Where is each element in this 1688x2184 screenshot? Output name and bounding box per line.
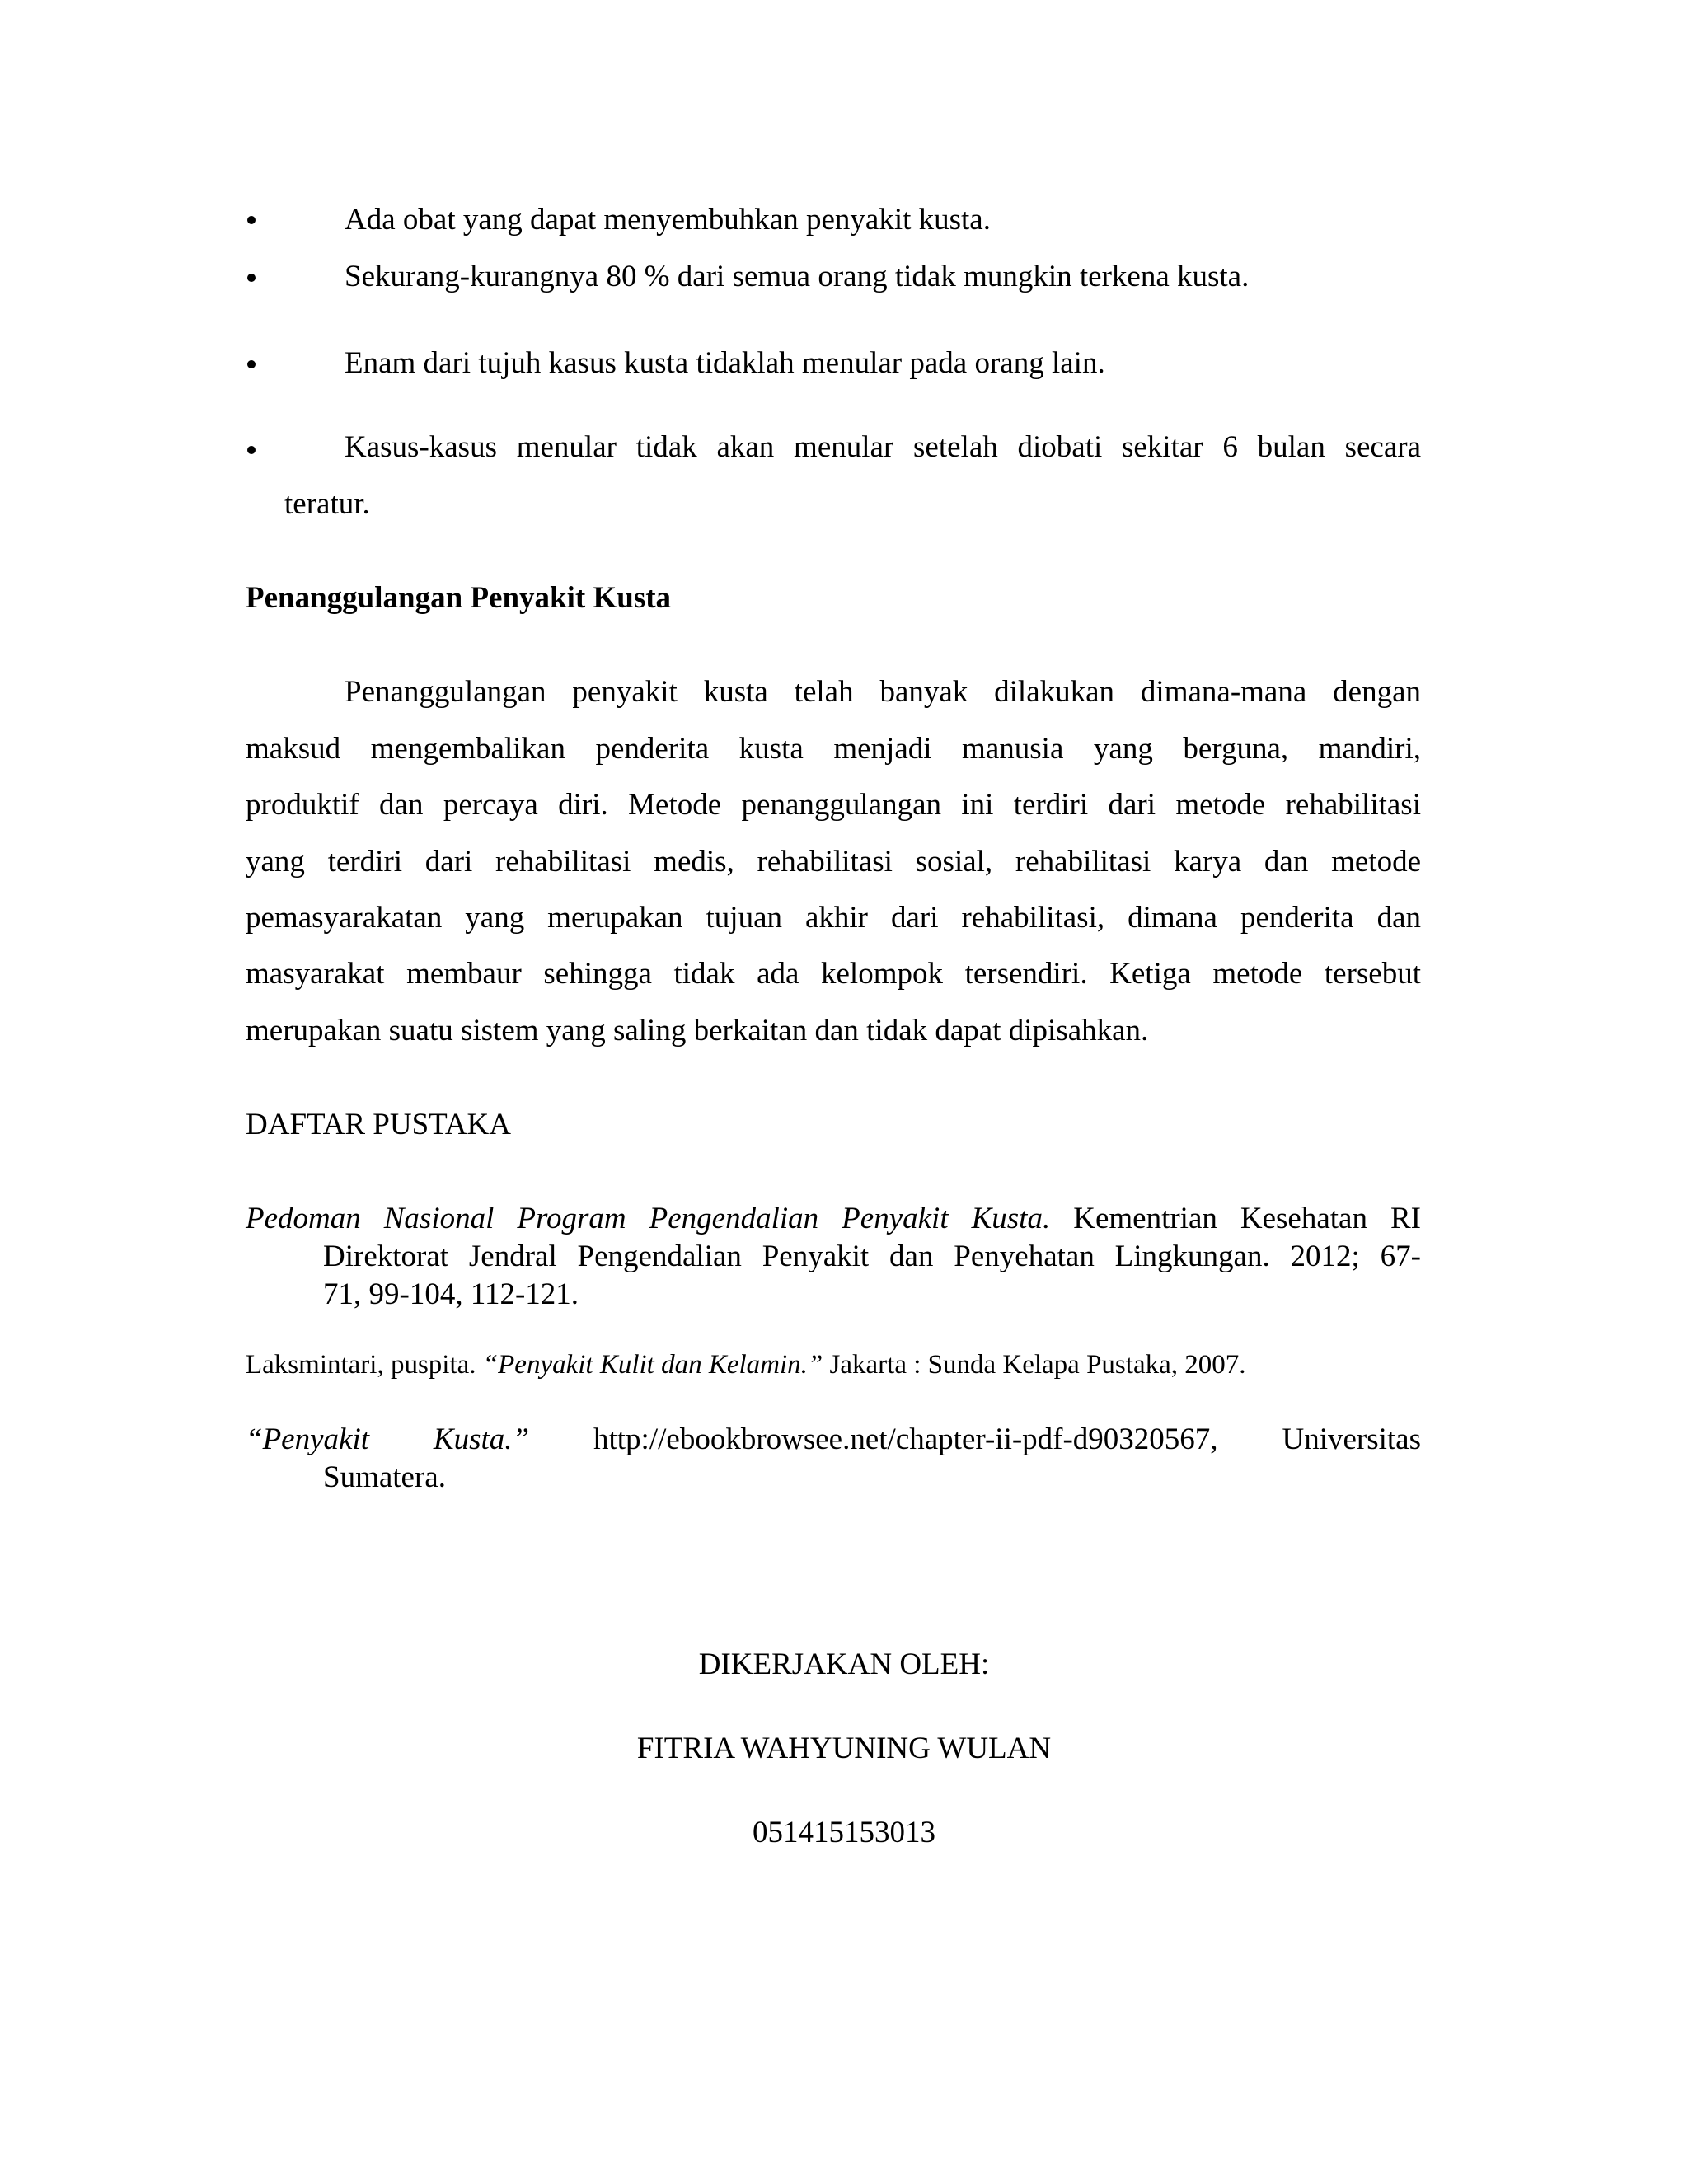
author-name: FITRIA WAHYUNING WULAN xyxy=(636,1732,1052,1765)
reference-author: Laksmintari, puspita. xyxy=(246,1350,483,1380)
paragraph-line: produktif dan percaya diri. Metode penanggulangan ini terdiri dari metode rehabilitasi xyxy=(246,788,1421,822)
bullet-text: Ada obat yang dapat menyembuhkan penyakit kusta. xyxy=(345,203,991,237)
author-id-number: 051415153013 xyxy=(753,1816,935,1849)
bullet-dot-icon xyxy=(247,216,256,224)
section-heading: Penanggulangan Penyakit Kusta xyxy=(246,581,672,615)
reference-item xyxy=(246,1347,1246,1383)
references-heading: DAFTAR PUSTAKA xyxy=(246,1108,511,1141)
bullet-dot-icon xyxy=(247,274,256,282)
paragraph-line: masyarakat membaur sehingga tidak ada kelompok tersendiri. Ketiga metode tersebut xyxy=(246,957,1421,991)
paragraph-line: maksud mengembalikan penderita kusta menjadi manusia yang berguna, mandiri, xyxy=(246,732,1421,766)
paragraph-line: Penanggulangan penyakit kusta telah banyak dilakukan dimana-mana dengan xyxy=(345,675,1421,709)
bullet-continuation: teratur. xyxy=(284,487,370,521)
paragraph-line: merupakan suatu sistem yang saling berkaitan dan tidak dapat dipisahkan. xyxy=(246,1014,1149,1047)
reference-line: Direktorat Jendral Pengendalian Penyakit dan Penyehatan Lingkungan. 2012; 67- xyxy=(323,1240,1421,1273)
bullet-text: Sekurang-kurangnya 80 % dari semua orang tidak mungkin terkena kusta. xyxy=(345,260,1250,293)
reference-line xyxy=(246,1422,1421,1458)
paragraph-line: pemasyarakatan yang merupakan tujuan akhir dari rehabilitasi, dimana penderita dan xyxy=(246,901,1421,935)
reference-institution: Universitas xyxy=(1282,1422,1421,1456)
reference-title: “Penyakit Kulit dan Kelamin.” xyxy=(482,1350,823,1380)
reference-line: 71, 99-104, 112-121. xyxy=(323,1277,579,1311)
reference-url[interactable]: http://ebookbrowsee.net/chapter-ii-pdf-d90320567, xyxy=(593,1422,1218,1456)
reference-line: Sumatera. xyxy=(323,1460,446,1494)
reference-title: “Penyakit Kusta.” xyxy=(246,1422,530,1456)
bullet-text: Enam dari tujuh kasus kusta tidaklah menular pada orang lain. xyxy=(345,346,1105,380)
bullet-dot-icon xyxy=(247,360,256,368)
paragraph-line: yang terdiri dari rehabilitasi medis, rehabilitasi sosial, rehabilitasi karya dan metode xyxy=(246,845,1421,879)
bullet-dot-icon xyxy=(247,446,256,454)
reference-title: Pedoman Nasional Program Pengendalian Penyakit Kusta. xyxy=(246,1202,1051,1235)
bullet-text: Kasus-kasus menular tidak akan menular setelah diobati sekitar 6 bulan secara xyxy=(345,430,1421,464)
signature-label: DIKERJAKAN OLEH: xyxy=(698,1647,990,1681)
reference-line xyxy=(246,1201,1421,1237)
reference-publisher: Jakarta : Sunda Kelapa Pustaka, 2007. xyxy=(823,1350,1246,1380)
reference-publisher: Kementrian Kesehatan RI xyxy=(1073,1202,1421,1235)
